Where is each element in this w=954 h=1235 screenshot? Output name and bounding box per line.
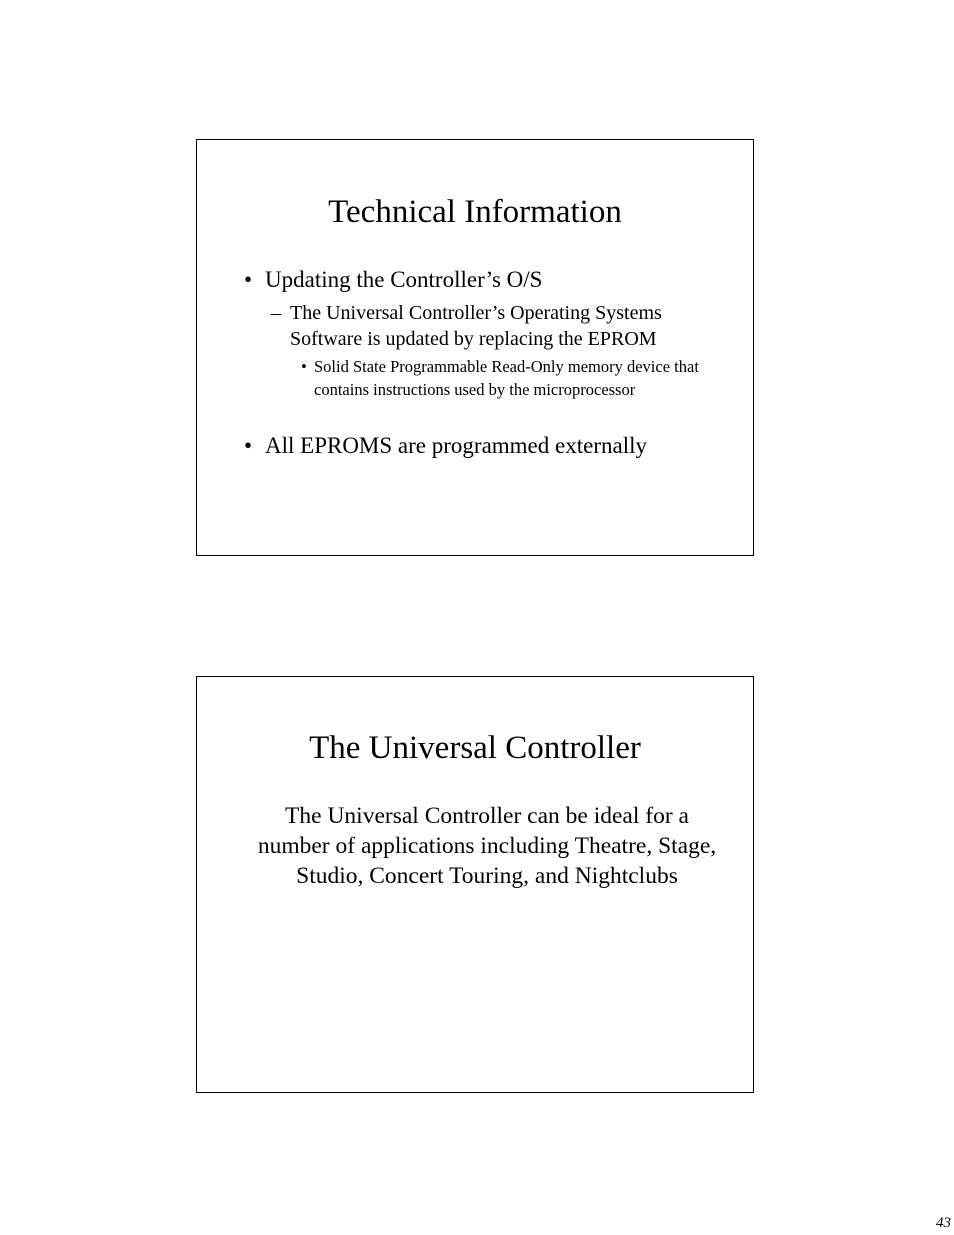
slide-title: Technical Information	[328, 194, 622, 230]
page-number: 43	[936, 1215, 951, 1231]
bullet-marker: •	[301, 357, 307, 376]
slide-universal-controller	[196, 676, 754, 1093]
bullet-marker: •	[244, 267, 253, 292]
bullet-marker: •	[244, 433, 253, 458]
sub-sub-bullet-text: Solid State Programmable Read-Only memory device that contains instructions used by the microprocessor	[314, 357, 699, 399]
bullet-text: Updating the Controller’s O/S	[265, 267, 543, 292]
dash-marker: –	[271, 302, 281, 324]
slide-title: The Universal Controller	[309, 730, 641, 766]
slide-technical-information	[196, 139, 754, 556]
sub-bullet-item	[271, 300, 731, 352]
bullet-text: All EPROMS are programmed externally	[265, 433, 647, 458]
sub-bullet-text: The Universal Controller’s Operating Systems Software is updated by replacing the EPROM	[290, 302, 662, 350]
sub-sub-bullet-item	[301, 356, 721, 401]
slide-body-text: The Universal Controller can be ideal for a number of applications including Theatre, Stage, Studio, Concert Touring, and Nightclubs	[257, 803, 717, 889]
